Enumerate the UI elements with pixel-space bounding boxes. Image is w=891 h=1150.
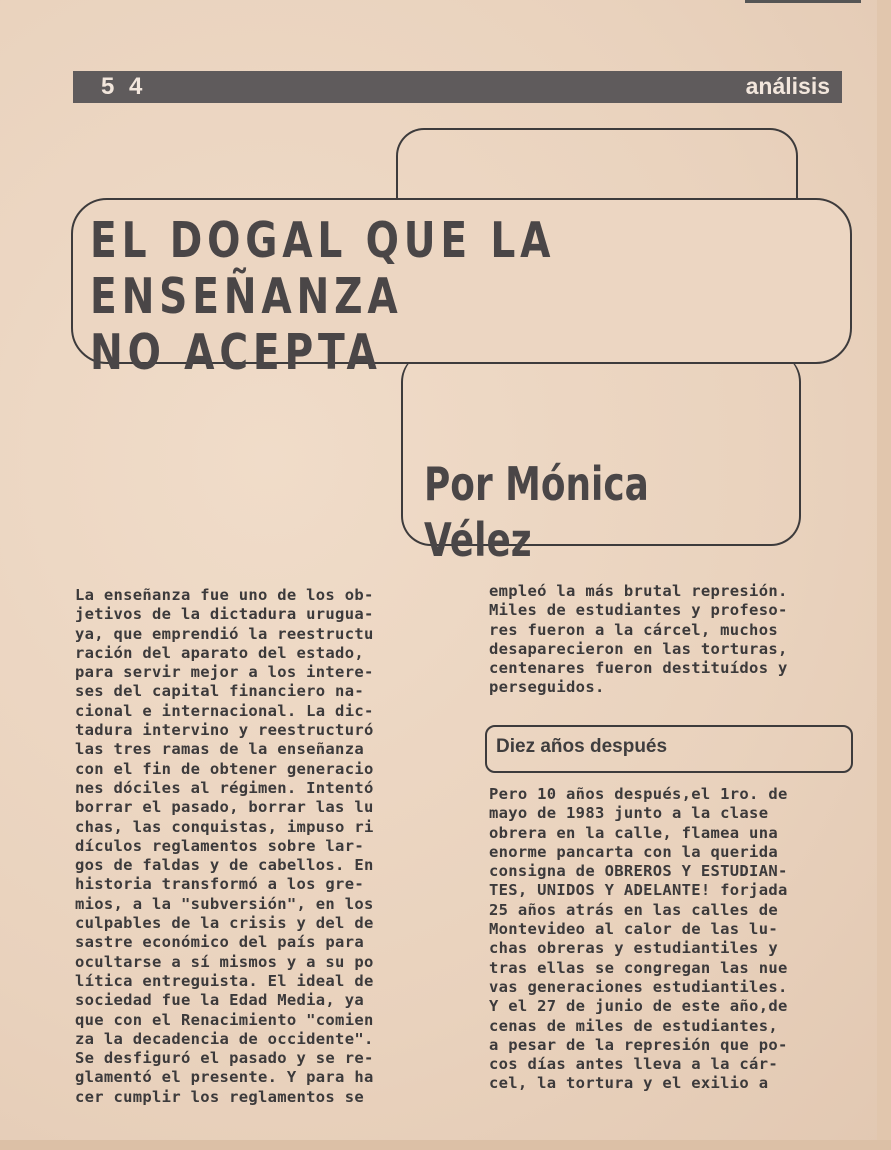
- page-edge-bottom: [0, 1140, 891, 1150]
- article-column-right-intro: empleó la más brutal represión. Miles de estudiantes y profeso- res fueron a la cárcel, muchos desaparecieron en las torturas, centenares fueron destituídos y perseguidos.: [489, 582, 788, 697]
- top-edge-mark: [745, 0, 861, 3]
- article-headline: EL DOGAL QUE LA ENSEÑANZA NO ACEPTA: [90, 212, 556, 381]
- section-header-bar: [73, 71, 842, 103]
- article-column-left: La enseñanza fue uno de los ob- jetivos de la dictadura urugua- ya, que emprendió la reestructu ración del aparato del estado, para servir mejor a los intere- ses del capital financiero na- cional e internacional. La dic- tadura intervino y reestructuró las tres ramas de la enseñanza con el fin de obtener generacio nes dóciles al régimen. Intentó borrar el pasado, borrar las lu chas, las conquistas, impuso ri dículos reglamentos sobre lar- gos de faldas y de cabellos. En historia transformó a los gre- mios, a la "subversión", en los culpables de la crisis y del de sastre económico del país para ocultarse a sí mismos y a su po lítica entreguista. El ideal de sociedad fue la Edad Media, ya que con el Renacimiento "comien za la decadencia de occidente". Se desfiguró el pasado y se re- glamentó el presente. Y para ha cer cumplir los reglamentos se: [75, 586, 374, 1106]
- section-name: análisis: [745, 73, 830, 99]
- page-number: 5 4: [101, 73, 147, 100]
- page-edge-right: [877, 0, 891, 1150]
- article-byline: Por Mónica Vélez: [424, 457, 649, 567]
- subhead-box: [485, 725, 853, 773]
- article-column-right-body: Pero 10 años después,el 1ro. de mayo de 1983 junto a la clase obrera en la calle, flamea una enorme pancarta con la querida consigna de OBREROS Y ESTUDIAN- TES, UNIDOS Y ADELANTE! forjada 25 años atrás en las calles de Montevideo al calor de las lu- chas obreras y estudiantiles y tras ellas se congregan las nue vas generaciones estudiantiles. Y el 27 de junio de este año,de cenas de miles de estudiantes, a pesar de la represión que po- cos días antes lleva a la cár- cel, la tortura y el exilio a: [489, 785, 788, 1093]
- article-subhead: Diez años después: [496, 736, 668, 757]
